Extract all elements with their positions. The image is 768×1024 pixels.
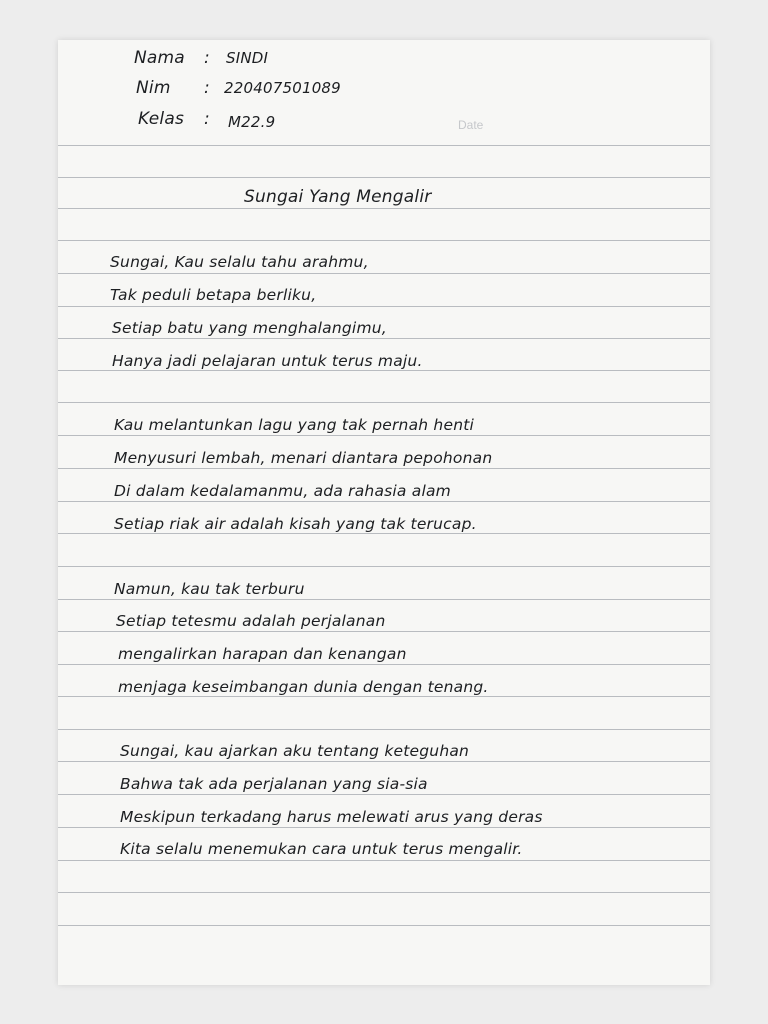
ruled-line	[58, 631, 710, 632]
poem-line: Namun, kau tak terburu	[114, 580, 305, 598]
name-label: Nama	[134, 48, 185, 68]
nim-separator: :	[204, 78, 210, 98]
nim-value: 220407501089	[224, 79, 341, 97]
poem-line: Meskipun terkadang harus melewati arus yang deras	[120, 808, 543, 826]
poem-line: Kau melantunkan lagu yang tak pernah henti	[114, 416, 474, 434]
name-value: SINDI	[226, 49, 269, 67]
class-separator: :	[204, 109, 210, 129]
poem-line: Setiap riak air adalah kisah yang tak terucap.	[114, 515, 477, 533]
ruled-line	[58, 892, 710, 893]
ruled-line	[58, 501, 710, 502]
class-label: Kelas	[138, 109, 184, 129]
ruled-line	[58, 273, 710, 274]
ruled-line	[58, 338, 710, 339]
ruled-line	[58, 306, 710, 307]
poem-line: Setiap batu yang menghalangimu,	[112, 319, 387, 337]
printed-date-label: Date	[458, 118, 484, 132]
poem-line: Kita selalu menemukan cara untuk terus mengalir.	[120, 840, 523, 858]
ruled-line	[58, 566, 710, 567]
class-value: M22.9	[228, 113, 276, 131]
notebook-page	[58, 40, 710, 985]
ruled-line	[58, 599, 710, 600]
ruled-line	[58, 435, 710, 436]
poem-line: mengalirkan harapan dan kenangan	[118, 645, 407, 663]
name-separator: :	[204, 48, 210, 68]
poem-title: Sungai Yang Mengalir	[244, 187, 432, 207]
ruled-line	[58, 370, 710, 371]
poem-line: Sungai, Kau selalu tahu arahmu,	[110, 253, 369, 271]
ruled-line	[58, 177, 710, 178]
ruled-line	[58, 664, 710, 665]
poem-line: Sungai, kau ajarkan aku tentang keteguhan	[120, 742, 470, 760]
poem-line: menjaga keseimbangan dunia dengan tenang.	[118, 678, 489, 696]
poem-line: Tak peduli betapa berliku,	[110, 286, 317, 304]
ruled-line	[58, 696, 710, 697]
poem-line: Hanya jadi pelajaran untuk terus maju.	[112, 352, 423, 370]
ruled-line	[58, 761, 710, 762]
ruled-line	[58, 925, 710, 926]
poem-line: Di dalam kedalamanmu, ada rahasia alam	[114, 482, 451, 500]
poem-line: Setiap tetesmu adalah perjalanan	[116, 612, 386, 630]
ruled-line	[58, 468, 710, 469]
ruled-line	[58, 145, 710, 146]
ruled-line	[58, 860, 710, 861]
ruled-line	[58, 729, 710, 730]
ruled-line	[58, 533, 710, 534]
ruled-line	[58, 794, 710, 795]
ruled-line	[58, 240, 710, 241]
ruled-line	[58, 208, 710, 209]
ruled-line	[58, 402, 710, 403]
nim-label: Nim	[136, 78, 171, 98]
ruled-line	[58, 827, 710, 828]
poem-line: Menyusuri lembah, menari diantara pepohonan	[114, 449, 493, 467]
poem-line: Bahwa tak ada perjalanan yang sia-sia	[120, 775, 428, 793]
